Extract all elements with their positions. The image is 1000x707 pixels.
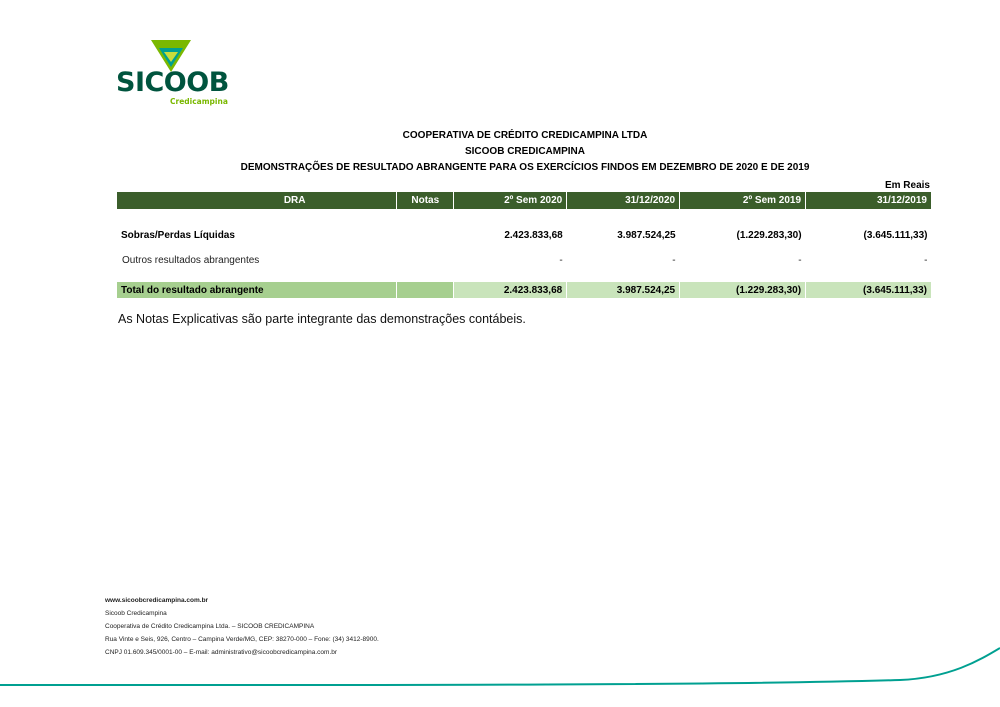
header-line-1: COOPERATIVA DE CRÉDITO CREDICAMPINA LTDA: [402, 130, 648, 141]
row-value: 2.423.833,68: [454, 282, 567, 298]
row-notas: [397, 244, 454, 276]
header-line-3: DEMONSTRAÇÕES DE RESULTADO ABRANGENTE PARA OS EXERCÍCIOS FINDOS EM DEZEMBRO DE 2020 E DE 2019: [240, 162, 810, 173]
footer-website: www.sicoobcredicampina.com.br: [105, 597, 209, 604]
footer-contact: CNPJ 01.609.345/0001-00 – E-mail: administrativo@sicoobcredicampina.com.br: [105, 649, 338, 656]
row-label: Total do resultado abrangente: [117, 282, 397, 298]
row-value: (3.645.111,33): [863, 229, 928, 241]
row-value: (1.229.283,30): [736, 229, 802, 241]
document-header: [0, 128, 1000, 176]
row-value: (3.645.111,33): [806, 282, 932, 298]
column-header-2sem-2019: 2º Sem 2019: [680, 192, 806, 209]
footer-address: Rua Vinte e Seis, 926, Centro – Campina Verde/MG, CEP: 38270-000 – Fone: (34) 3412-8900.: [105, 636, 379, 643]
table-row: [117, 244, 932, 276]
row-value: 2.423.833,68: [504, 229, 563, 241]
row-value: 3.987.524,25: [617, 229, 676, 241]
row-value: 3.987.524,25: [567, 282, 680, 298]
logo-wordmark: SICOOB: [116, 67, 229, 98]
explanatory-note: As Notas Explicativas são parte integrante das demonstrações contábeis.: [118, 312, 526, 326]
column-header-31-12-2019: 31/12/2019: [806, 192, 932, 209]
column-header-dra: DRA: [117, 192, 397, 209]
header-line-2: SICOOB CREDICAMPINA: [464, 146, 585, 157]
column-header-31-12-2020: 31/12/2020: [567, 192, 680, 209]
row-value: -: [924, 254, 928, 266]
table-header-row: [117, 192, 932, 209]
row-label: Sobras/Perdas Líquidas: [121, 229, 235, 241]
table-row: [117, 226, 932, 244]
table-row-total: [117, 282, 932, 298]
logo-subtitle: Credicampina: [170, 97, 228, 106]
footer-wave-decoration: [0, 640, 1000, 700]
row-value: -: [798, 254, 802, 266]
row-label: Outros resultados abrangentes: [122, 254, 260, 266]
column-header-2sem-2020: 2º Sem 2020: [454, 192, 567, 209]
row-value: -: [672, 254, 676, 266]
column-header-notas: Notas: [397, 192, 454, 209]
sicoob-logo: [116, 40, 229, 108]
dra-table: [117, 192, 932, 298]
footer-name: Sicoob Credicampina: [105, 610, 167, 617]
footer-company: Cooperativa de Crédito Credicampina Ltda. – SICOOB CREDICAMPINA: [105, 623, 315, 630]
row-value: (1.229.283,30): [680, 282, 806, 298]
currency-unit: Em Reais: [884, 180, 930, 191]
row-notas: [397, 226, 454, 244]
row-notas: [397, 282, 454, 298]
row-value: -: [559, 254, 563, 266]
